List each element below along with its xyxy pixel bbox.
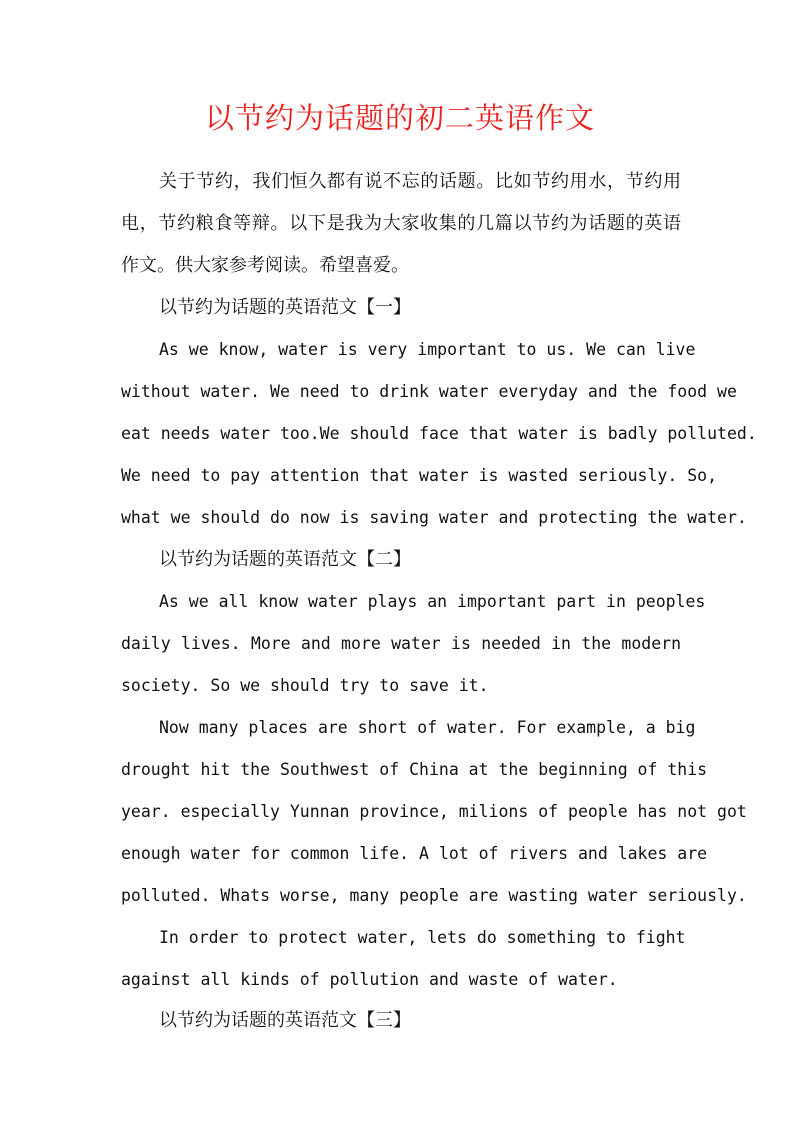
essay-2-line: enough water for common life. A lot of rivers and lakes are — [121, 844, 708, 863]
essay-2-line: In order to protect water, lets do something to fight — [159, 928, 686, 947]
essay-1-line: We need to pay attention that water is wasted seriously. So, — [121, 466, 718, 485]
essay-2-line: As we all know water plays an important part in peoples — [159, 592, 706, 611]
intro-line: 作文。供大家参考阅读。希望喜爱。 — [121, 255, 409, 276]
essay-2-line: year. especially Yunnan province, milions of people has not got — [121, 802, 747, 821]
essay-2-line: polluted. Whats worse, many people are wasting water seriously. — [121, 886, 747, 905]
essay-2-line: drought hit the Southwest of China at the beginning of this — [121, 760, 708, 779]
essay-1-line: As we know, water is very important to us. We can live — [159, 340, 696, 359]
essay-2-line: society. So we should try to save it. — [121, 676, 489, 695]
essay-2-line: against all kinds of pollution and waste of water. — [121, 970, 618, 989]
intro-line: 电，节约粮食等辩。以下是我为大家收集的几篇以节约为话题的英语 — [121, 213, 681, 234]
section-heading-3: 以节约为话题的英语范文【三】 — [159, 1010, 411, 1031]
essay-2-line: daily lives. More and more water is needed in the modern — [121, 634, 681, 653]
document-title: 以节约为话题的初二英语作文 — [204, 101, 595, 135]
essay-1-line: what we should do now is saving water and protecting the water. — [121, 508, 747, 527]
intro-line: 关于节约，我们恒久都有说不忘的话题。比如节约用水，节约用 — [159, 171, 681, 192]
essay-1-line: without water. We need to drink water everyday and the food we — [121, 382, 737, 401]
essay-2-line: Now many places are short of water. For example, a big — [159, 718, 696, 737]
section-heading-1: 以节约为话题的英语范文【一】 — [159, 297, 411, 318]
section-heading-2: 以节约为话题的英语范文【二】 — [159, 549, 411, 570]
essay-1-line: eat needs water too.We should face that water is badly polluted. — [121, 424, 757, 443]
